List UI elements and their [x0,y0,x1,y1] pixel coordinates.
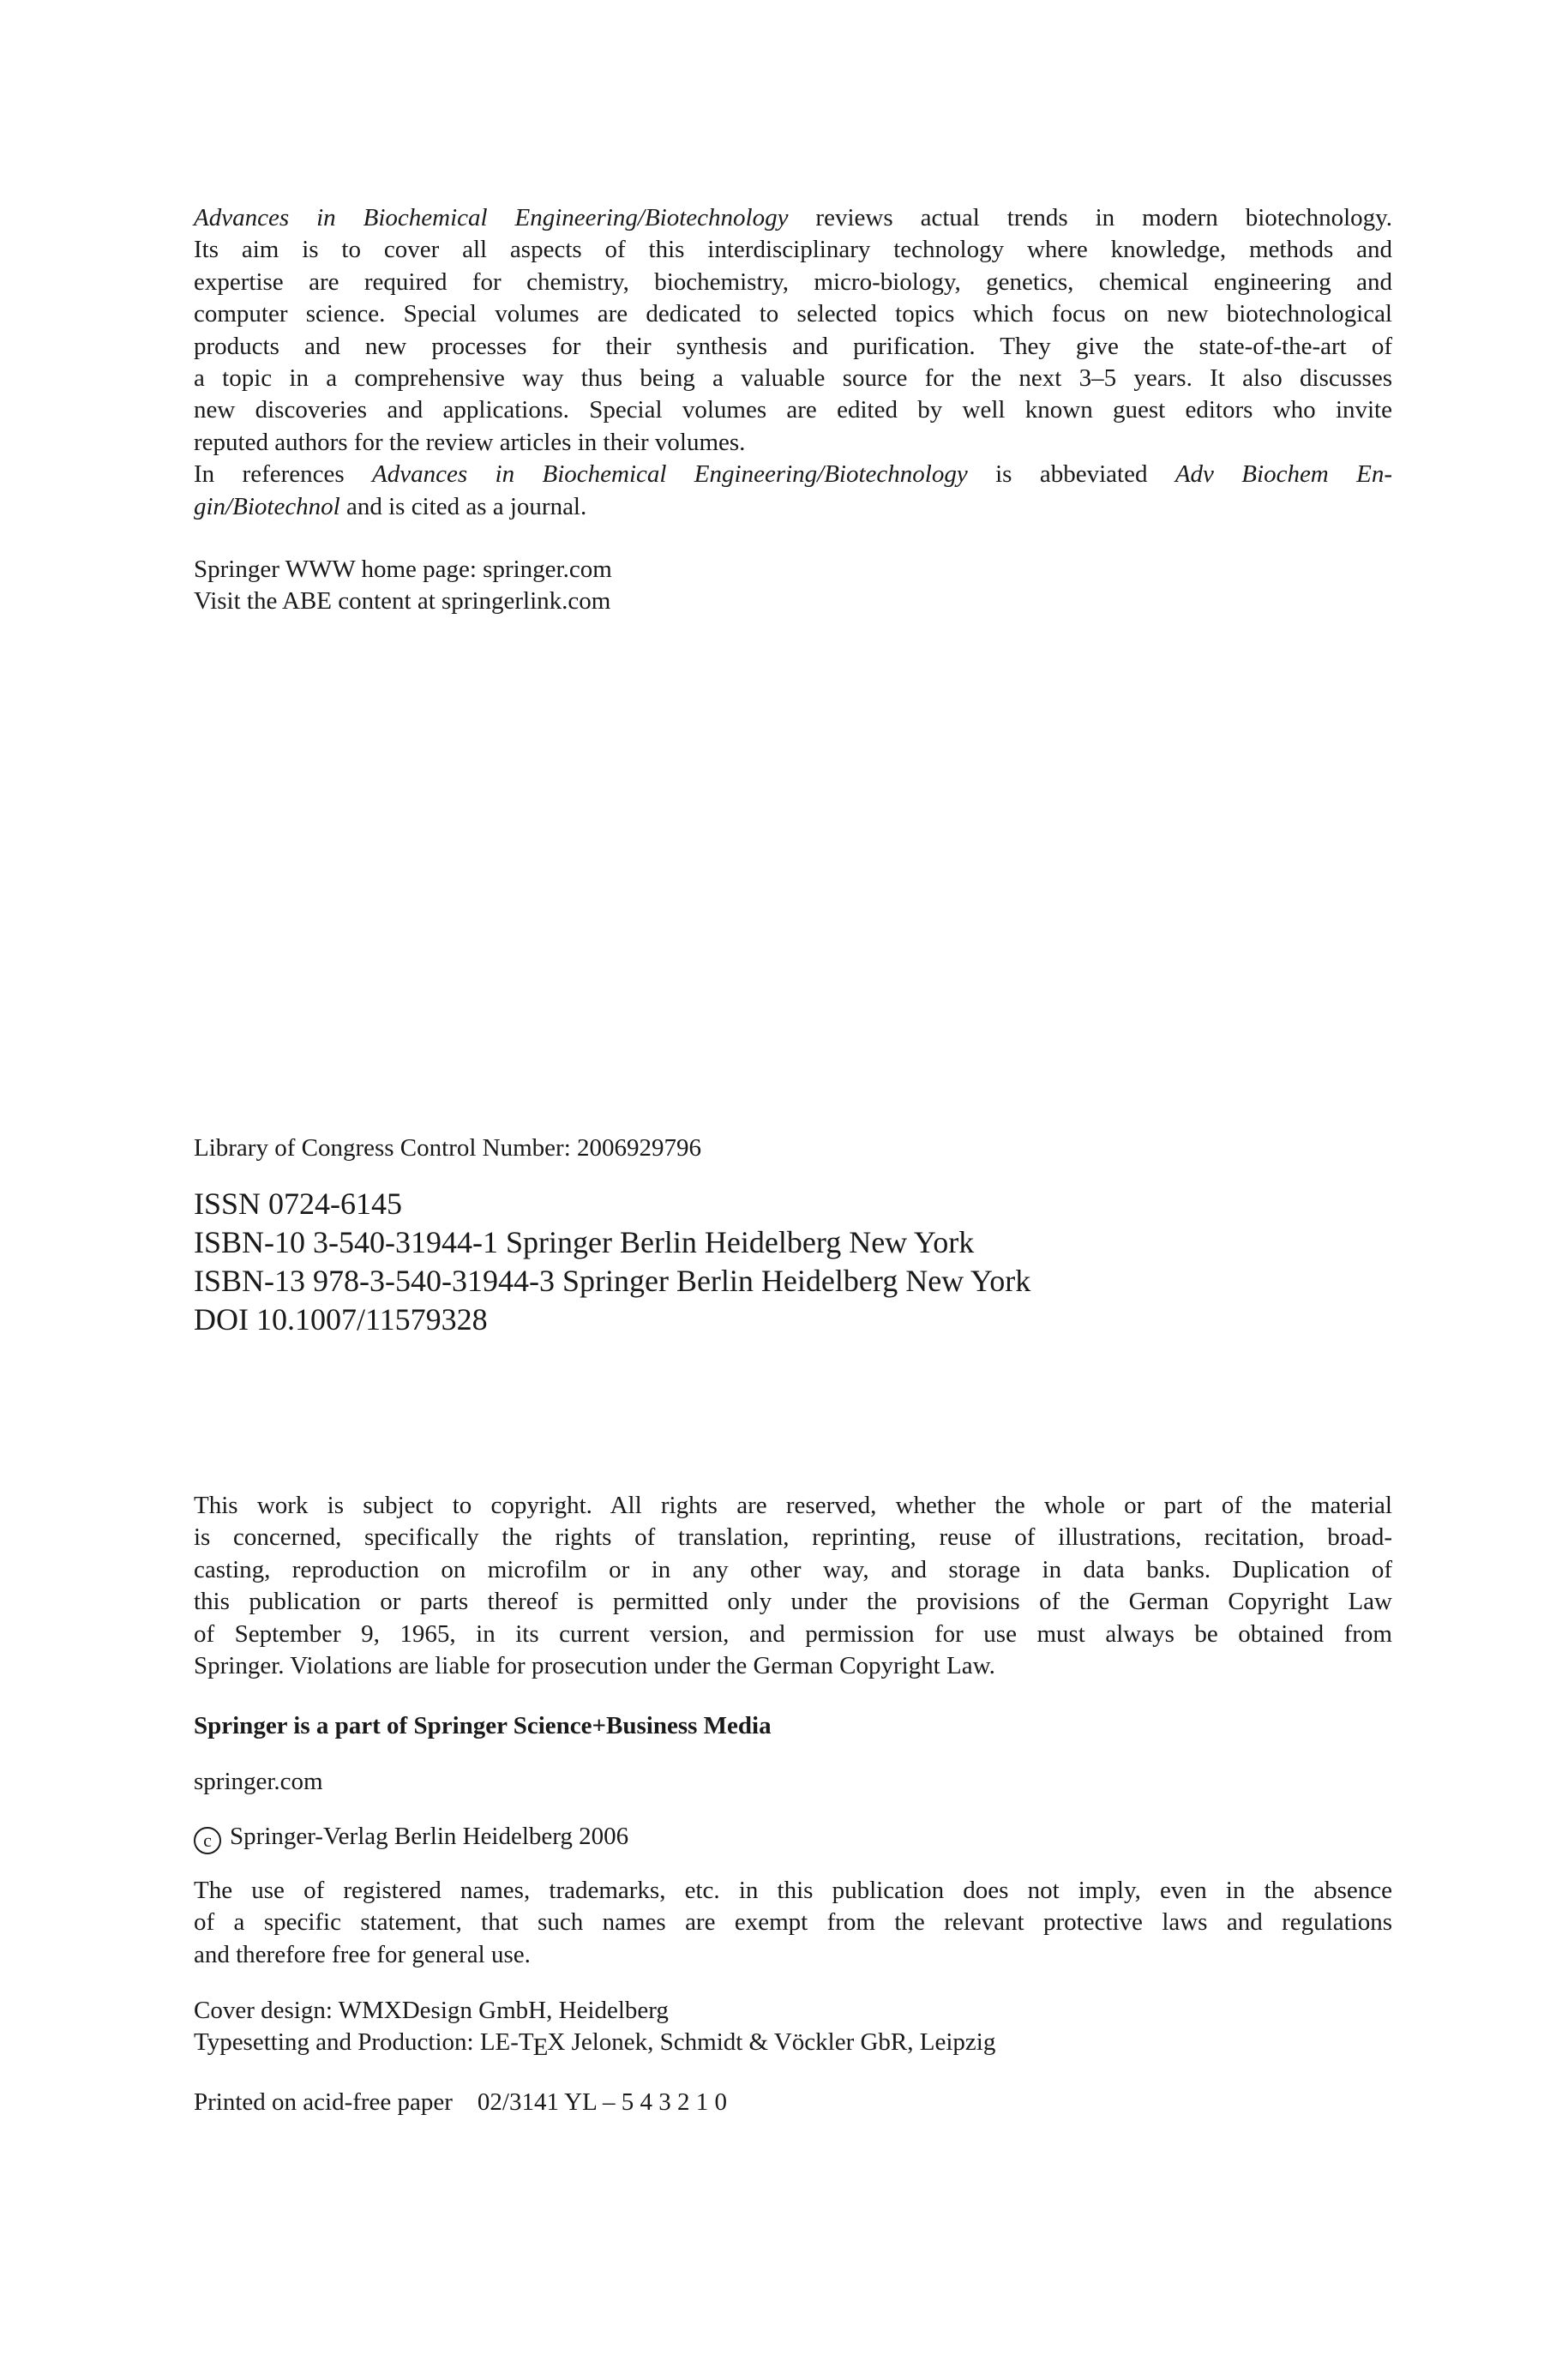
production-credits [194,1995,1392,2062]
springer-home-link: Springer WWW home page: springer.com [194,556,612,583]
trademarks-line-2: of a specific statement, that such names are exempt from the relevant protective laws and regulations [194,1908,1392,1937]
catalog-identifiers [194,1185,1392,1339]
printing-info [194,2087,1392,2118]
doi: DOI 10.1007/11579328 [194,1302,488,1337]
copyright-line-4: this publication or parts thereof is permitted only under the provisions of the German Copyright Law [194,1588,1392,1616]
copyright-paragraph [194,1490,1392,1682]
intro-line-3: expertise are required for chemistry, biochemistry, micro-biology, genetics, chemical engineering and [194,267,1392,296]
publisher-site: springer.com [194,1768,323,1795]
copyright-line-5: of September 9, 1965, in its current version, and permission for use must always be obtained from [194,1619,1392,1648]
copyright-line-3: casting, reproduction on microfilm or in any other way, and storage in data banks. Duplication of [194,1555,1392,1583]
intro-line-6: a topic in a comprehensive way thus being a valuable source for the next 3–5 years. It also discusses [194,364,1392,393]
intro-line-7: new discoveries and applications. Special volumes are edited by well known guest editors who invite [194,396,1392,424]
loc-control-number: Library of Congress Control Number: 2006929796 [194,1134,702,1162]
intro-line-4: computer science. Special volumes are dedicated to selected topics which focus on new biotechnological [194,300,1392,328]
print-line: Printed on acid-free paper 02/3141 YL – 5 4 3 2 1 0 [194,2088,727,2116]
trademarks-line-1: The use of registered names, trademarks, etc. in this publication does not imply, even in the absence [194,1877,1392,1904]
intro-line-5: products and new processes for their synthesis and purification. They give the state-of-the-art of [194,332,1392,360]
series-title: Advances in Biochemical Engineering/Biotechnology [194,204,789,231]
intro-line-8: reputed authors for the review articles in their volumes. [194,428,746,456]
reference-line-2: gin/Biotechnol and is cited as a journal. [194,492,587,520]
copyright-line-1: This work is subject to copyright. All rights are reserved, whether the whole or part of the material [194,1492,1392,1519]
trademarks-line-3: and therefore free for general use. [194,1940,531,1968]
isbn-13: ISBN-13 978-3-540-31944-3 Springer Berlin Heidelberg New York [194,1264,1031,1298]
abe-content-link: Visit the ABE content at springerlink.com [194,587,611,616]
library-of-congress [194,1132,1392,1164]
copyright-line-6: Springer. Violations are liable for prosecution under the German Copyright Law. [194,1652,995,1680]
copyright-line-2: is concerned, specifically the rights of translation, reprinting, reuse of illustrations, recitation, broad- [194,1523,1392,1552]
publisher-statement: Springer is a part of Springer Science+Business Media [194,1712,772,1739]
typesetting: Typesetting and Production: LE-TEX Jelonek, Schmidt & Vöckler GbR, Leipzig [194,2027,1392,2058]
cover-design: Cover design: WMXDesign GmbH, Heidelberg [194,1997,669,2024]
reference-line-1: In references Advances in Biochemical Engineering/Biotechnology is abbeviated Adv Biochem En- [194,460,1393,489]
intro-line-2: Its aim is to cover all aspects of this interdisciplinary technology where knowledge, methods and [194,236,1392,264]
web-info [194,554,1392,618]
copyright-notice: c Springer-Verlag Berlin Heidelberg 2006 [194,1821,1392,1854]
isbn-10: ISBN-10 3-540-31944-1 Springer Berlin Heidelberg New York [194,1225,975,1259]
tex-logo-e: E [532,2034,549,2062]
series-description [194,202,1392,523]
intro-line-1: Advances in Biochemical Engineering/Biotechnology reviews actual trends in modern biotechnology. [194,204,1392,231]
trademarks-paragraph [194,1875,1392,1971]
copyright-icon: c [194,1827,221,1854]
issn: ISSN 0724-6145 [194,1186,403,1221]
